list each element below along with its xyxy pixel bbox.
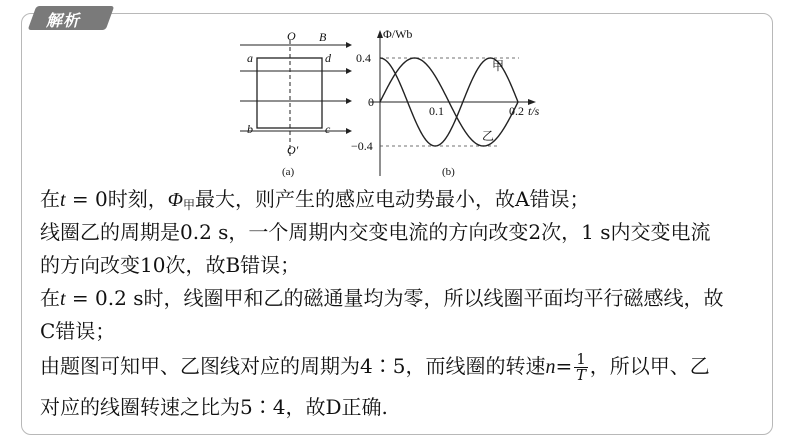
text-line-3: 的方向改变10次，故B错误；	[40, 253, 301, 277]
label-b: b	[247, 122, 253, 136]
y-axis-label: Φ/Wb	[383, 27, 413, 41]
label-c: c	[325, 122, 331, 136]
label-B: B	[319, 30, 327, 44]
y-tick-bottom: −0.4	[351, 139, 373, 153]
label-d: d	[325, 51, 331, 65]
text-line-5: C错误；	[40, 319, 116, 343]
series-label-jia: 甲	[492, 59, 505, 73]
text-line-2: 线圈乙的周期是0.2 s，一个周期内交变电流的方向改变2次，1 s内交变电流	[40, 220, 711, 244]
figure-a	[240, 29, 352, 178]
caption-b: (b)	[442, 166, 455, 178]
label-O: O	[287, 29, 296, 43]
x-axis-label: t/s	[528, 104, 540, 118]
text-line-4: 在t = 0.2 s时，线圈甲和乙的磁通量均为零，所以线圈平面均平行磁感线，故	[40, 286, 724, 310]
label-O-prime: O′	[287, 143, 299, 157]
x-tick-1: 0.1	[429, 104, 444, 118]
y-tick-zero: 0	[368, 95, 374, 109]
label-a: a	[247, 51, 253, 65]
figure-b	[351, 27, 540, 178]
text-line-6: 由题图可知甲、乙图线对应的周期为4∶5，而线圈的转速n= $\frac{1}{T}$ ，所以甲、乙	[40, 350, 710, 384]
y-tick-top: 0.4	[356, 51, 371, 65]
text-line-1: 在t = 0时刻，$\Phi_甲$最大，则产生的感应电动势最小，故A错误；	[40, 187, 590, 212]
x-tick-2: 0.2	[509, 104, 524, 118]
section-badge-label: 解析	[46, 11, 81, 30]
figures	[230, 26, 580, 184]
text-line-7: 对应的线圈转速之比为5∶4，故D正确.	[40, 395, 388, 419]
caption-a: (a)	[282, 166, 295, 178]
fraction-1-over-T: $\frac{1}{T}$	[575, 350, 586, 384]
series-label-yi: 乙	[482, 129, 495, 143]
